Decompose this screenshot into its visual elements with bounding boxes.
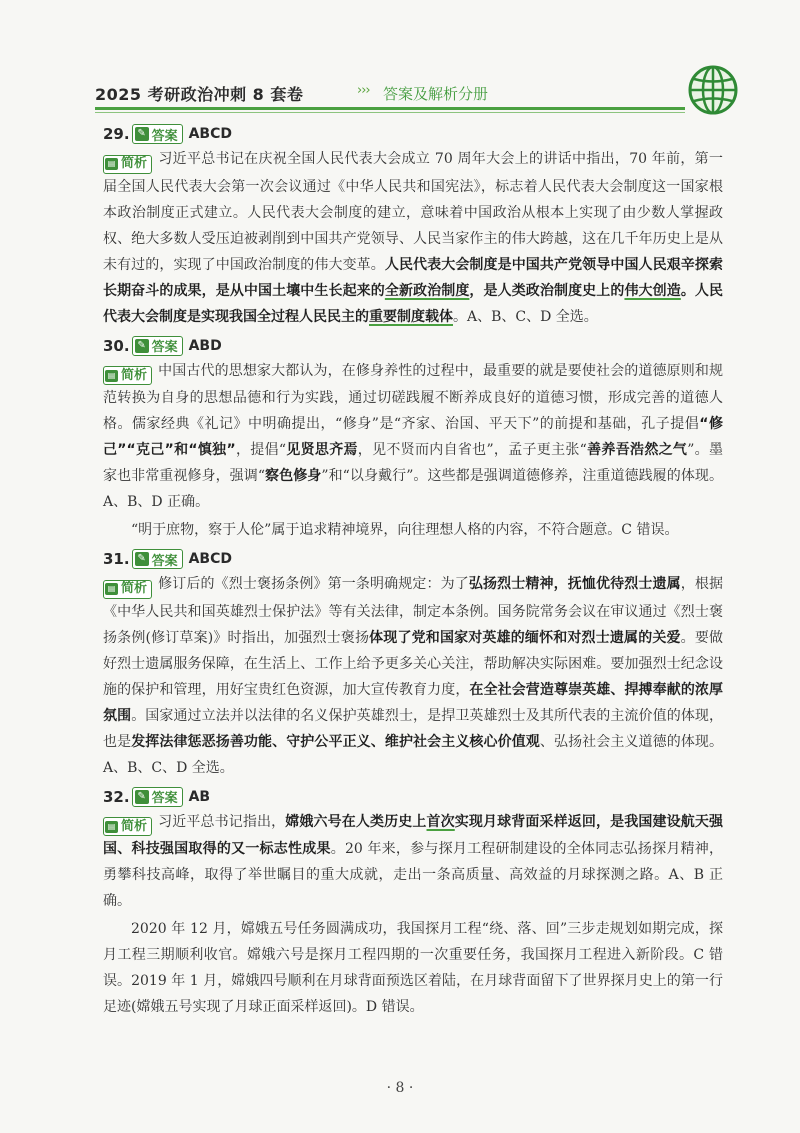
question-32 bbox=[103, 785, 723, 1021]
answer-badge: ✎ 答案 bbox=[132, 549, 183, 569]
answer-badge: ✎ 答案 bbox=[132, 336, 183, 356]
answer-badge: ✎ 答案 bbox=[132, 787, 183, 807]
question-header bbox=[103, 122, 723, 146]
analysis-paragraph: ▤ 简析 习近平总书记在庆祝全国人民代表大会成立 70 周年大会上的讲话中指出，70 年前，第一届全国人民代表大会第一次会议通过《中华人民共和国宪法》，标志着人民代表大会制度这一国家根本政治制度正式建立。人民代表大会制度的建立，意味着中国政治从根本上实现了由少数人掌握政权、绝大多数人受压迫被剥削到中国共产党领导、人民当家作主的伟大跨越，这在几千年历史上是从未有过的，实现了中国政治制度的伟大变革。人民代表大会制度是中国共产党领导中国人民艰辛探索长期奋斗的成果，是从中国土壤中生长起来的全新政治制度，是人类政治制度史上的伟大创造。人民代表大会制度是实现我国全过程人民民主的重要制度载体。A、B、C、D 全选。 bbox=[103, 151, 724, 325]
book-icon: ▤ bbox=[105, 821, 118, 833]
header-rule bbox=[95, 107, 685, 110]
answer-value: AB bbox=[188, 788, 211, 805]
answer-value: ABCD bbox=[188, 551, 232, 567]
edit-icon: ✎ bbox=[135, 339, 149, 353]
question-number: 31. bbox=[103, 550, 130, 568]
book-title: 2025 考研政治冲刺 8 套卷 bbox=[95, 85, 304, 104]
analysis-badge: ▤ 简析 bbox=[103, 817, 152, 836]
question-number: 30. bbox=[103, 336, 130, 355]
page-header bbox=[95, 74, 735, 114]
question-29 bbox=[103, 122, 723, 330]
book-icon: ▤ bbox=[105, 583, 118, 595]
analysis-paragraph: ▤ 简析 修订后的《烈士褒扬条例》第一条明确规定：为了弘扬烈士精神，抚恤优待烈士遗属，根据《中华人民共和国英雄烈士保护法》等有关法律，制定本条例。国务院常务会议在审议通过《烈士褒扬条例(修订草案)》时指出，加强烈士褒扬体现了党和国家对英雄的缅怀和对烈士遗属的关爱。要做好烈士遗属服务保障，在生活上、工作上给予更多关心关注，帮助解决实际困难。要加强烈士纪念设施的保护和管理，用好宝贵红色资源，加大宣传教育力度，在全社会营造尊崇英雄、捍搏奉献的浓厚氛围。国家通过立法并以法律的名义保护英雄烈士，是捍卫英雄烈士及其所代表的主流价值的体现，也是发挥法律惩恶扬善功能、守护公平正义、维护社会主义核心价值观、弘扬社会主义道德的体现。A、B、C、D 全选。 bbox=[103, 576, 724, 776]
book-subtitle: 答案及解析分册 bbox=[383, 85, 489, 103]
book-icon: ▤ bbox=[105, 370, 118, 382]
analysis-paragraph: ▤ 简析 中国古代的思想家大都认为，在修身养性的过程中，最重要的就是要使社会的道德原则和规范转换为自身的思想品德和行为实践，通过切磋践履不断养成良好的道德习惯，形成完善的道德人格。儒家经典《礼记》中明确提出，“修身”是“齐家、治国、平天下”的前提和基础，孔子提倡“修己”“克己”和“慎独”，提倡“见贤思齐焉，见不贤而内自省也”，孟子更主张“善养吾浩然之气”。墨家也非常重视修身，强调“察色修身”和“以身戴行”。这些都是强调道德修养，注重道德践履的体现。A、B、D 正确。 bbox=[103, 362, 723, 510]
header-rule-thin bbox=[95, 112, 685, 113]
answer-badge: ✎ 答案 bbox=[132, 124, 183, 144]
question-header bbox=[103, 334, 723, 358]
question-31 bbox=[103, 547, 723, 781]
analysis-badge: ▤ 简析 bbox=[103, 580, 152, 599]
question-number: 29. bbox=[103, 125, 130, 143]
book-icon: ▤ bbox=[105, 158, 118, 170]
question-number: 32. bbox=[103, 787, 130, 806]
analysis-paragraph-2: “明于庶物，察于人伦”属于追求精神境界，向往理想人格的内容，不符合题意。C 错误。 bbox=[131, 522, 679, 538]
question-30 bbox=[103, 334, 723, 544]
question-header bbox=[103, 785, 723, 809]
globe-logo-icon bbox=[687, 64, 739, 116]
edit-icon: ✎ bbox=[135, 127, 149, 141]
answer-value: ABD bbox=[188, 337, 222, 354]
answer-value: ABCD bbox=[188, 126, 232, 142]
header-separator: ››› bbox=[357, 83, 370, 98]
edit-icon: ✎ bbox=[135, 790, 149, 804]
analysis-badge: ▤ 简析 bbox=[103, 366, 152, 385]
analysis-badge: ▤ 简析 bbox=[103, 155, 152, 174]
answer-content bbox=[103, 118, 723, 1022]
question-header bbox=[103, 547, 723, 571]
analysis-paragraph-2: 2020 年 12 月，嫦娥五号任务圆满成功，我国探月工程“绕、落、回”三步走规划如期完成，探月工程三期顺利收官。嫦娥六号是探月工程四期的一次重要任务，我国探月工程进入新阶段。C 错误。2019 年 1 月，嫦娥四号顺利在月球背面预选区着陆，在月球背面留下了世界探月史上的第一行足迹(嫦娥五号实现了月球正面采样返回)。D 错误。 bbox=[103, 921, 723, 1015]
analysis-paragraph: ▤ 简析 习近平总书记指出，嫦娥六号在人类历史上首次实现月球背面采样返回，是我国建设航天强国、科技强国取得的又一标志性成果。20 年来，参与探月工程研制建设的全体同志弘扬探月精神，勇攀科技高峰，取得了举世瞩目的重大成就，走出一条高质量、高效益的月球探测之路。A、B 正确。 bbox=[103, 813, 724, 909]
page-number: · 8 · bbox=[386, 1080, 414, 1096]
edit-icon: ✎ bbox=[135, 552, 149, 566]
